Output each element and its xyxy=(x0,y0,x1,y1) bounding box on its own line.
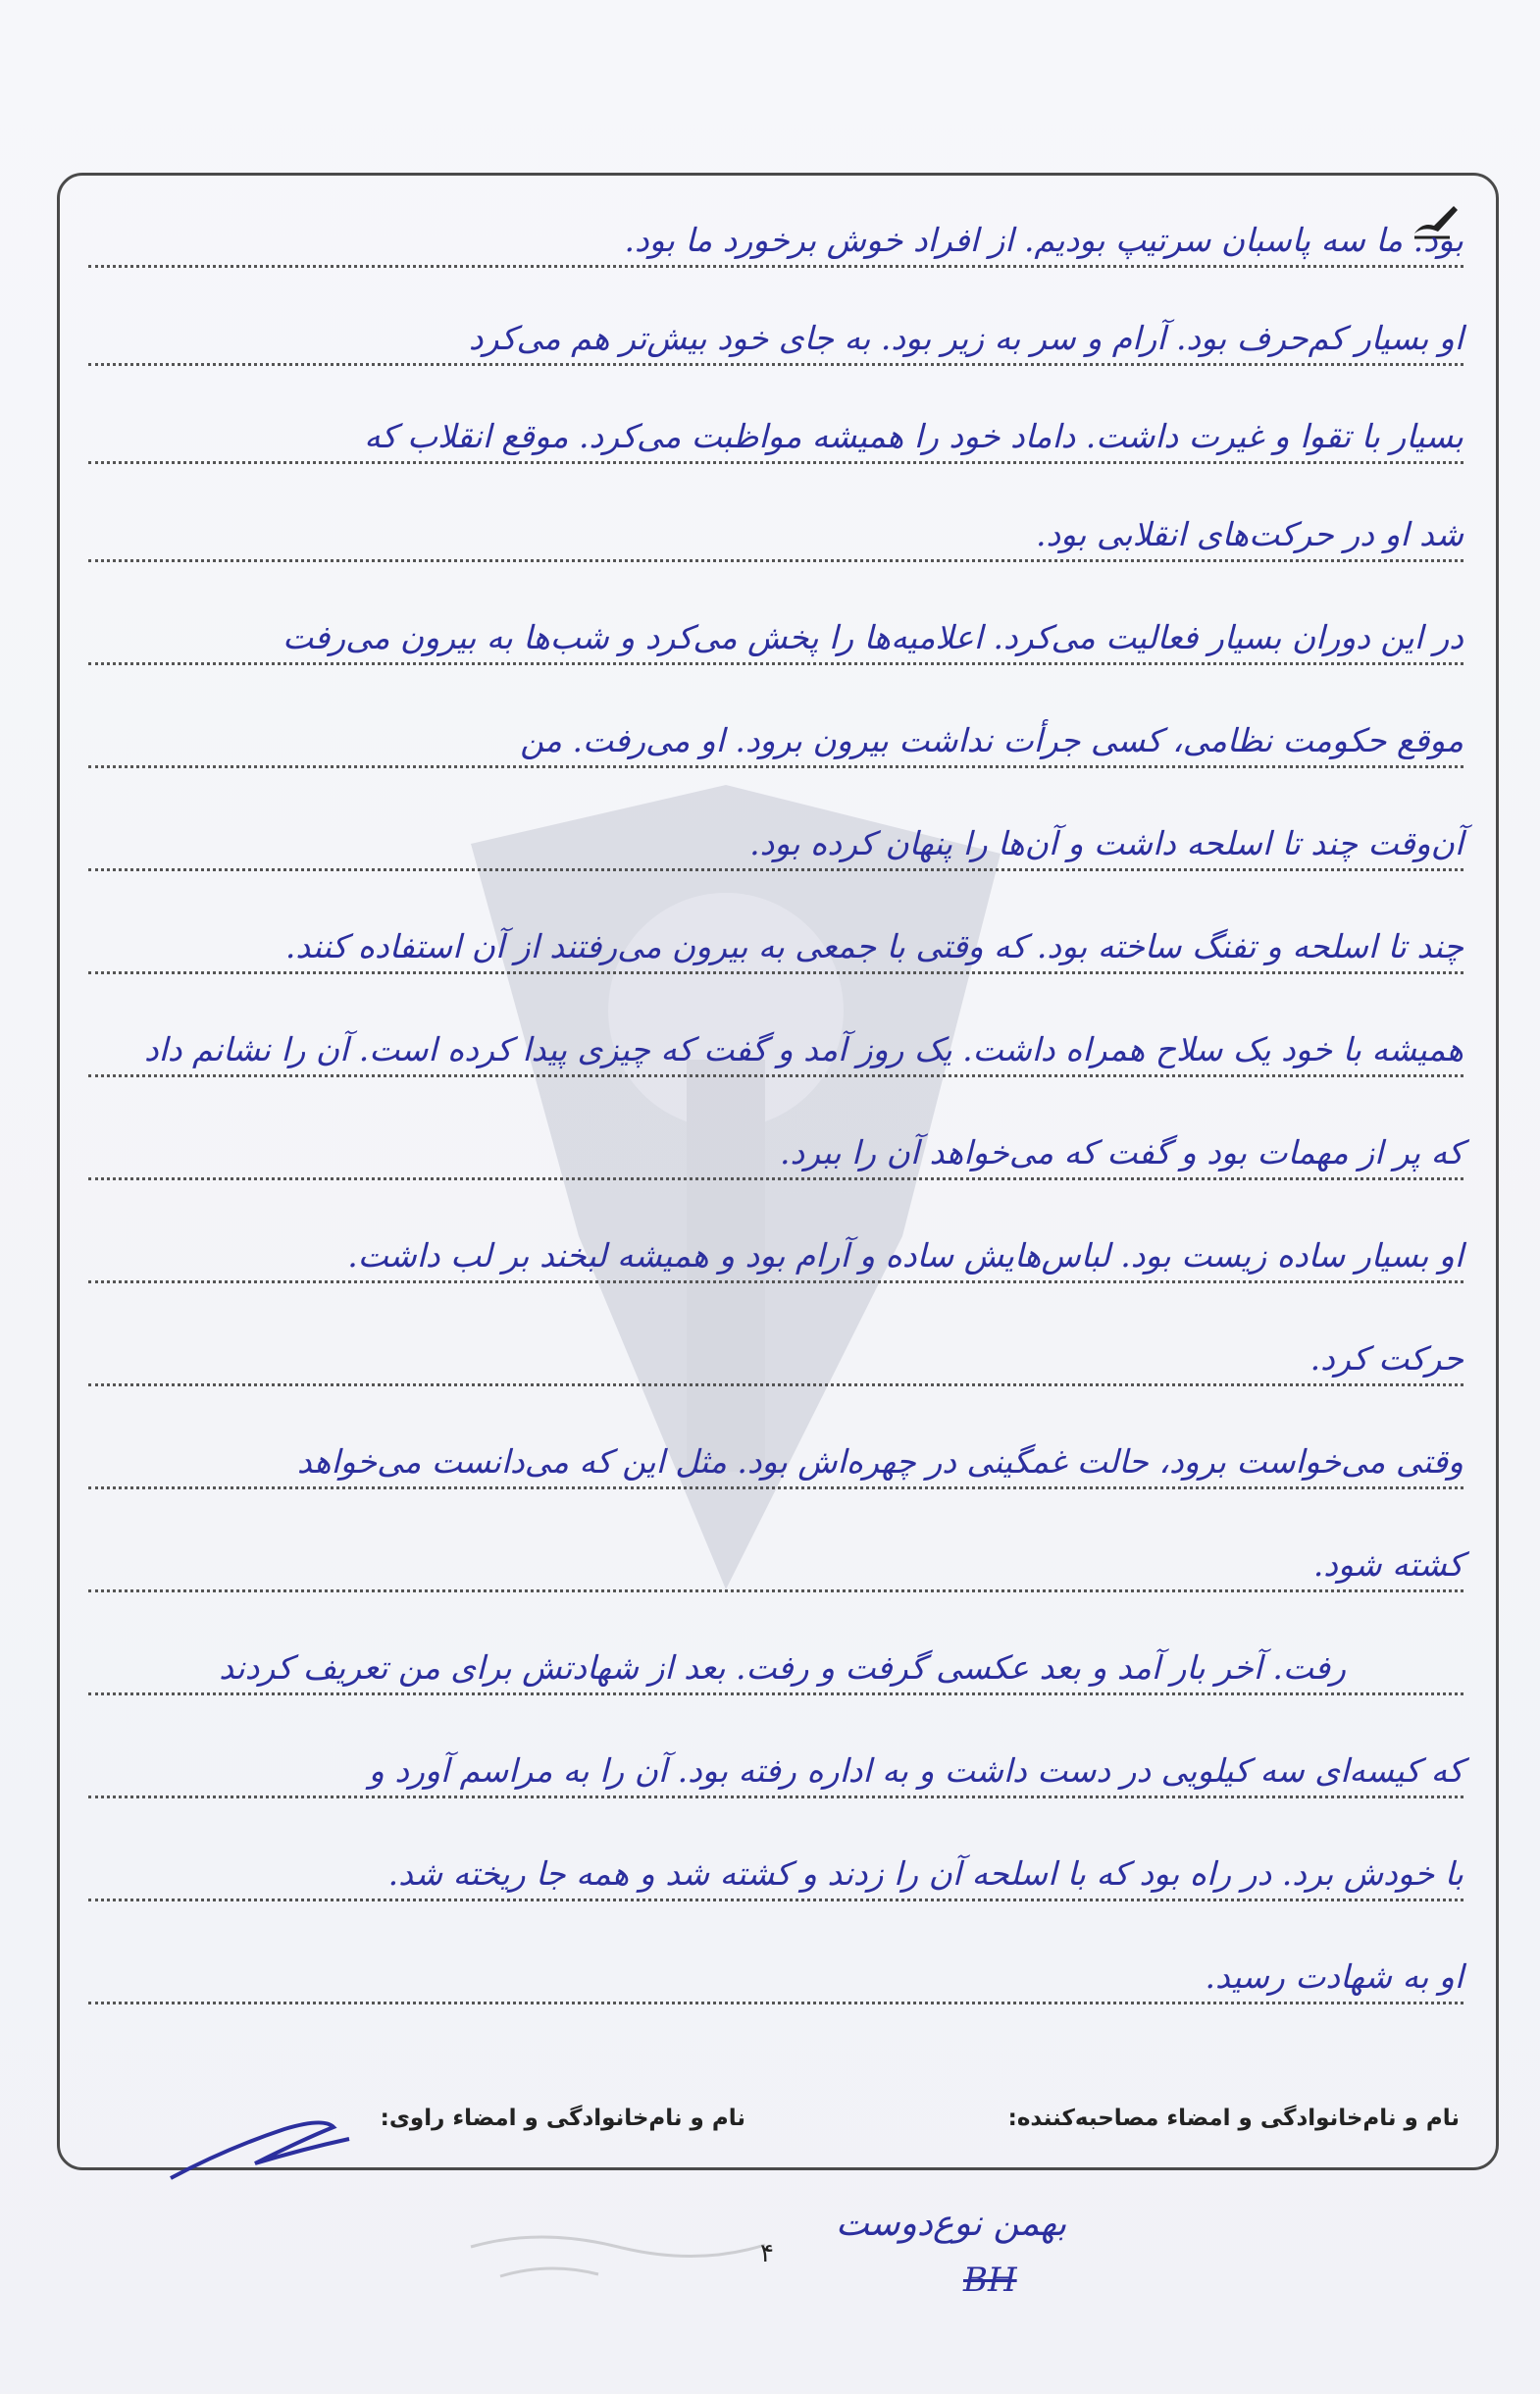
narrative-line xyxy=(88,481,1463,562)
narrative-line xyxy=(88,1820,1463,1901)
narrative-line xyxy=(88,1202,1463,1283)
narrative-line xyxy=(88,1408,1463,1489)
handwritten-text: آن‌وقت چند تا اسلحه داشت و آن‌ها را پنهان کرده بود. xyxy=(749,824,1463,862)
narrative-line xyxy=(88,687,1463,768)
handwritten-text: که کیسه‌ای سه کیلویی در دست داشت و به اداره رفته بود. آن را به مراسم آورد و xyxy=(368,1751,1463,1790)
faint-stamp-icon xyxy=(461,2217,775,2286)
narrative-line xyxy=(88,1614,1463,1695)
narrative-line xyxy=(88,790,1463,871)
handwritten-text: در این دوران بسیار فعالیت می‌کرد. اعلامیه‌ها را پخش می‌کرد و شب‌ها به بیرون می‌رفت xyxy=(282,618,1463,656)
page-number: ۴ xyxy=(760,2239,774,2268)
handwritten-text: کشته شود. xyxy=(1312,1545,1463,1584)
handwritten-text: او به شهادت رسید. xyxy=(1205,1957,1463,1996)
narrative-line xyxy=(88,285,1463,366)
handwritten-text: همیشه با خود یک سلاح همراه داشت. یک روز آمد و گفت که چیزی پیدا کرده است. آن را نشانم داد xyxy=(143,1030,1463,1068)
narrative-line xyxy=(88,1923,1463,2004)
narrative-line xyxy=(88,996,1463,1077)
handwritten-text: بود. ما سه پاسبان سرتیپ بودیم. از افراد خوش برخورد ما بود. xyxy=(624,221,1463,259)
narrative-line xyxy=(88,584,1463,665)
handwritten-text: با خودش برد. در راه بود که با اسلحه آن را زدند و کشته شد و همه جا ریخته شد. xyxy=(387,1854,1463,1893)
handwritten-text: بسیار با تقوا و غیرت داشت. داماد خود را همیشه مواظبت می‌کرد. موقع انقلاب که xyxy=(364,417,1463,455)
handwritten-text: وقتی می‌خواست برود، حالت غمگینی در چهره‌اش بود. مثل این که می‌دانست می‌خواهد xyxy=(296,1442,1463,1481)
narrative-line xyxy=(88,186,1463,268)
handwritten-text: حرکت کرد. xyxy=(1309,1339,1463,1378)
interviewer-signature-label: نام و نام‌خانوادگی و امضاء مصاحبه‌کننده: xyxy=(1007,2106,1460,2131)
signature-scribble-icon xyxy=(167,2109,353,2188)
narrative-line xyxy=(88,383,1463,464)
handwritten-text: که پر از مهمات بود و گفت که می‌خواهد آن را ببرد. xyxy=(779,1133,1463,1171)
narrative-line xyxy=(88,1099,1463,1180)
narrative-line xyxy=(88,1511,1463,1592)
handwritten-name-note: بهمن نوع‌دوست xyxy=(836,2204,1067,2244)
narrative-line xyxy=(88,1305,1463,1386)
handwritten-text: چند تا اسلحه و تفنگ ساخته بود. که وقتی با جمعی به بیرون می‌رفتند از آن استفاده کنند. xyxy=(284,927,1463,965)
narrative-line xyxy=(88,893,1463,974)
narrator-signature-label: نام و نام‌خانوادگی و امضاء راوی: xyxy=(380,2106,745,2131)
handwritten-text: رفت. آخر بار آمد و بعد عکسی گرفت و رفت. بعد از شهادتش برای من تعریف کردند xyxy=(219,1648,1346,1687)
handwritten-text: موقع حکومت نظامی، کسی جرأت نداشت بیرون برود. او می‌رفت. من xyxy=(520,721,1463,759)
handwritten-text: شد او در حرکت‌های انقلابی بود. xyxy=(1035,515,1463,553)
narrative-line xyxy=(88,1717,1463,1798)
handwritten-text: او بسیار ساده زیست بود. لباس‌هایش ساده و آرام بود و همیشه لبخند بر لب داشت. xyxy=(347,1236,1463,1275)
handwritten-code: BH xyxy=(963,2261,1017,2300)
handwritten-text: او بسیار کم‌حرف بود. آرام و سر به زیر بود. به جای خود بیش‌تر هم می‌کرد xyxy=(468,319,1463,357)
